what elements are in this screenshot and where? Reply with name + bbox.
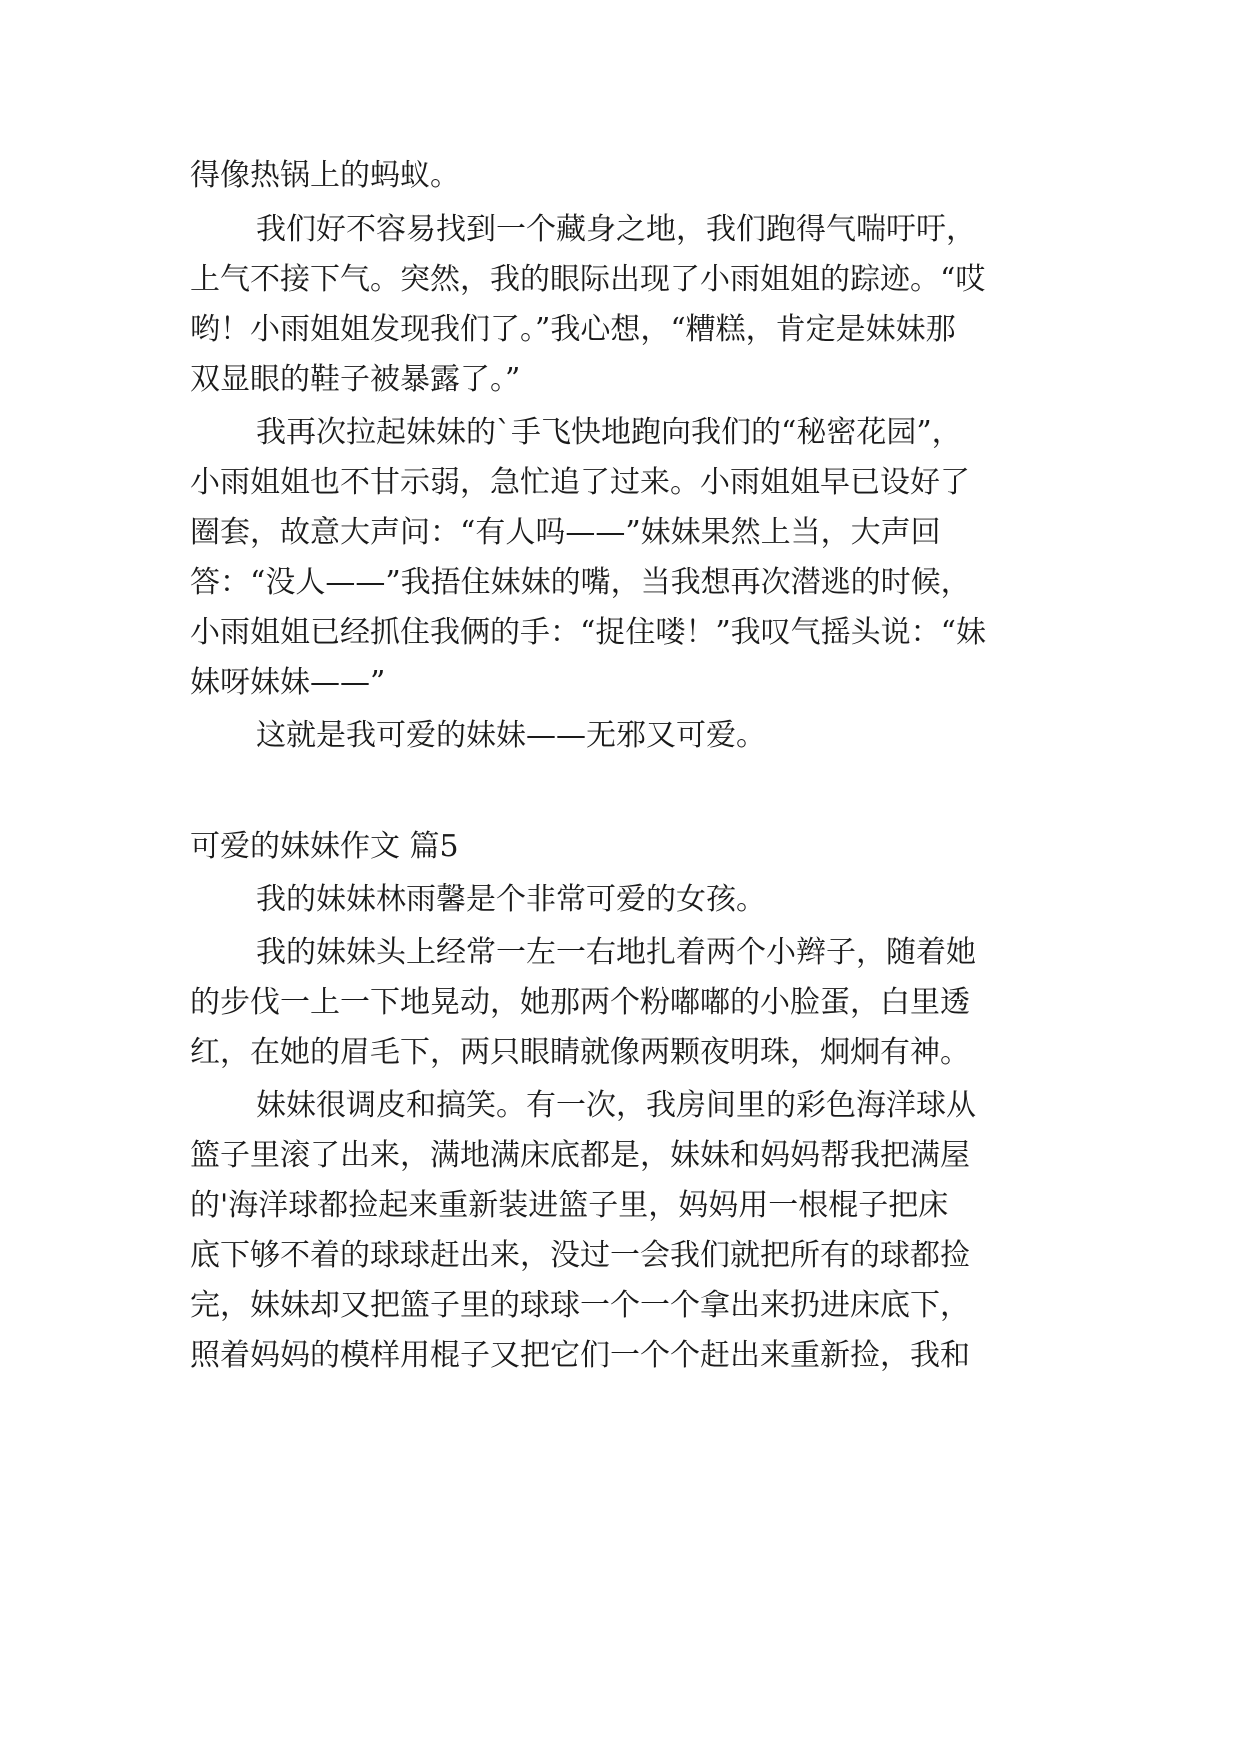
paragraph-line: 妹呀妹妹——” — [190, 665, 386, 700]
paragraph-line: 我们好不容易找到一个藏身之地，我们跑得气喘吁吁， — [256, 212, 976, 247]
paragraph-line: 妹妹很调皮和搞笑。有一次，我房间里的彩色海洋球从 — [256, 1088, 976, 1123]
paragraph-line: 篮子里滚了出来，满地满床底都是，妹妹和妈妈帮我把满屋 — [190, 1138, 970, 1173]
paragraph-line: 上气不接下气。突然，我的眼际出现了小雨姐姐的踪迹。“哎 — [190, 262, 986, 297]
paragraph-line: 底下够不着的球球赶出来，没过一会我们就把所有的球都捡 — [190, 1238, 970, 1273]
paragraph-line: 我的妹妹林雨馨是个非常可爱的女孩。 — [256, 882, 766, 917]
paragraph-line: 的步伐一上一下地晃动，她那两个粉嘟嘟的小脸蛋，白里透 — [190, 985, 970, 1020]
paragraph-line: 照着妈妈的模样用棍子又把它们一个个赶出来重新捡，我和 — [190, 1338, 970, 1373]
paragraph-line: 我再次拉起妹妹的`手飞快地跑向我们的“秘密花园”， — [256, 415, 962, 450]
paragraph-line: 的'海洋球都捡起来重新装进篮子里，妈妈用一根棍子把床 — [190, 1188, 949, 1223]
paragraph-line: 哟！小雨姐姐发现我们了。”我心想，“糟糕，肯定是妹妹那 — [190, 312, 956, 347]
paragraph-line: 我的妹妹头上经常一左一右地扎着两个小辫子，随着她 — [256, 935, 976, 970]
paragraph-line: 红，在她的眉毛下，两只眼睛就像两颗夜明珠，炯炯有神。 — [190, 1035, 970, 1070]
paragraph-line: 圈套，故意大声问：“有人吗——”妹妹果然上当，大声回 — [190, 515, 941, 550]
paragraph-line: 小雨姐姐已经抓住我俩的手：“捉住喽！”我叹气摇头说：“妹 — [190, 615, 987, 650]
paragraph-line: 完，妹妹却又把篮子里的球球一个一个拿出来扔进床底下， — [190, 1288, 970, 1323]
paragraph-line: 双显眼的鞋子被暴露了。” — [190, 362, 521, 397]
paragraph-line: 答：“没人——”我捂住妹妹的嘴，当我想再次潜逃的时候， — [190, 565, 971, 600]
paragraph-line: 得像热锅上的蚂蚁。 — [190, 158, 460, 193]
paragraph-line: 小雨姐姐也不甘示弱，急忙追了过来。小雨姐姐早已设好了 — [190, 465, 970, 500]
paragraph-line: 这就是我可爱的妹妹——无邪又可爱。 — [256, 718, 766, 753]
section-title: 可爱的妹妹作文 篇5 — [190, 829, 459, 864]
